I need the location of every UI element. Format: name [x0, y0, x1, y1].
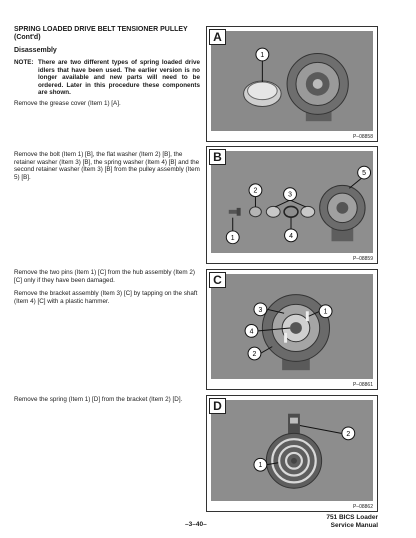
figure-letter: A [209, 29, 226, 45]
figure-letter: C [209, 272, 226, 288]
callout-2: 2 [253, 187, 258, 195]
callout-4: 4 [289, 232, 293, 240]
figure-b [206, 146, 378, 264]
figure-c [206, 269, 378, 390]
callout-4: 4 [249, 328, 254, 336]
pulley-grease-cover-illustration [211, 31, 373, 131]
note-block [14, 59, 200, 97]
step-paragraph: Remove the bolt (Item 1) [B], the flat washer (Item 2) [B], the retainer washer (Item 3) [B], the spring washer (Item 4) [B] and the second retainer washer (Item 3) [B] from the pulley assembly (Item 5) [B]. [14, 151, 200, 181]
callout-3: 3 [288, 191, 292, 199]
figure-photo [211, 274, 373, 379]
note-label: NOTE: [14, 59, 34, 66]
callout-5: 5 [362, 170, 367, 178]
callout-3: 3 [258, 306, 263, 314]
step-paragraph: Remove the grease cover (Item 1) [A]. [14, 100, 121, 107]
page-number: –3–40– [185, 521, 207, 528]
step-paragraph: Remove the spring (Item 1) [D] from the bracket (Item 2) [D]. [14, 396, 183, 403]
step-paragraph: Remove the two pins (Item 1) [C] from the hub assembly (Item 2) [C] only if they have been damaged. [14, 269, 195, 284]
section-heading: Disassembly [14, 47, 57, 54]
photo-code: P–08862 [352, 504, 373, 510]
figure-photo [211, 31, 373, 131]
spring-bracket-illustration [211, 400, 373, 501]
figure-letter: D [209, 398, 226, 414]
figure-photo [211, 400, 373, 501]
step-paragraph: Remove the bracket assembly (Item 3) [C] by tapping on the shaft (Item 4) [C] with a plastic hammer. [14, 290, 198, 305]
manual-title [306, 514, 378, 530]
callout-1: 1 [258, 462, 263, 470]
callout-2: 2 [252, 350, 257, 358]
exploded-pulley-parts-illustration [211, 151, 373, 253]
photo-code: P–08859 [352, 256, 373, 262]
figure-d [206, 395, 378, 512]
figure-photo [211, 151, 373, 253]
note-text: There are two different types of spring loaded drive idlers that have been used. The earlier version is no longer available and new parts will need to be ordered. Later in this procedure these components are shown. [38, 59, 200, 97]
hub-bracket-illustration [211, 274, 373, 379]
callout-2: 2 [346, 430, 351, 438]
callout-1: 1 [230, 234, 235, 242]
page-title: SPRING LOADED DRIVE BELT TENSIONER PULLEY (Cont'd) [14, 26, 188, 41]
photo-code: P–08858 [352, 134, 373, 140]
callout-1: 1 [260, 51, 265, 59]
photo-code: P–08861 [352, 382, 373, 388]
manual-title-line1: 751 BICS Loader [326, 514, 378, 521]
manual-title-line2: Service Manual [330, 522, 378, 529]
callout-1: 1 [323, 308, 328, 316]
figure-letter: B [209, 149, 226, 165]
figure-a [206, 26, 378, 142]
